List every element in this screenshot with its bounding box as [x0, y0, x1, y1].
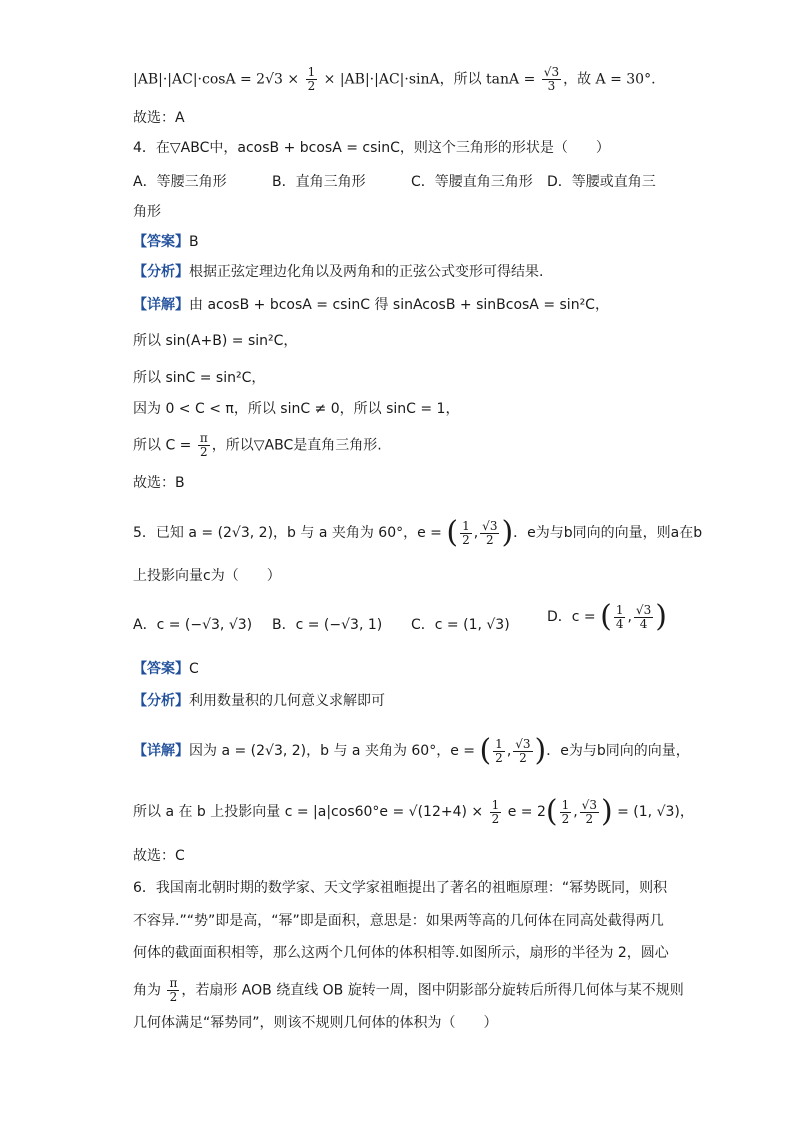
q4-detail-2: 所以 sin(A+B) = sin²C， [133, 333, 298, 349]
fraction-root3-over-3: $\frac{√3}{3}$ [543, 65, 560, 93]
q4-detail-4: 因为 0 < C < π，所以 sinC ≠ 0，所以 sinC = 1， [133, 401, 460, 417]
detail-tag: 【详解】 [133, 743, 189, 759]
q5-stem-line2: 上投影向量c为（ ） [133, 568, 281, 584]
q5-detail-1: 【详解】因为 a = (2√3, 2)，b 与 a 夹角为 60°，e = ( $\frac{1}{2}$ , $\frac{√3}{2}$ )．e为与b同向的向量， [133, 733, 690, 768]
q6-line-3: 何体的截面面积相等，那么这两个几何体的体积相等.如图所示，扇形的半径为 2，圆心 [133, 945, 669, 961]
fraction-half: $\frac{1}{2}$ [307, 65, 316, 93]
q4-option-c: C．等腰直角三角形 [411, 174, 533, 190]
q4-detail-5: 所以 C = $\frac{\pi}{2}$ ，所以▽ABC是直角三角形. [133, 431, 382, 459]
q4-detail-1: 【详解】由 acosB + bcosA = csinC 得 sinAcosB + sinBcosA = sin²C， [133, 297, 609, 313]
analysis-tag: 【分析】 [133, 264, 189, 280]
q6-line-1: 6．我国南北朝时期的数学家、天文学家祖暅提出了著名的祖暅原理：“幂势既同，则积 [133, 880, 668, 896]
q5-answer: 【答案】C [133, 661, 199, 677]
fraction-pi-over-2: $\frac{\pi}{2}$ [199, 431, 208, 459]
q5-option-a: A．c = (−√3, √3) [133, 617, 253, 633]
q6-line-2: 不容异.”“势”即是高，“幂”即是面积，意思是：如果两等高的几何体在同高处截得两几 [133, 913, 664, 929]
q4-detail-3: 所以 sinC = sin²C， [133, 370, 266, 386]
q4-option-b: B．直角三角形 [272, 174, 366, 190]
answer-tag: 【答案】 [133, 234, 189, 250]
q5-option-b: B．c = (−√3, 1) [272, 617, 383, 633]
q4-stem: 4．在▽ABC中，acosB + bcosA = csinC，则这个三角形的形状是（ ） [133, 140, 610, 156]
q4-answer: 【答案】B [133, 234, 199, 250]
q4-option-d-wrap: 角形 [133, 204, 161, 220]
q5-stem: 5．已知 a = (2√3, 2)，b 与 a 夹角为 60°，e = ( $\frac{1}{2}$ , $\frac{√3}{2}$ )．e为与b同向的向量，则a在b [133, 515, 703, 550]
answer-tag: 【答案】 [133, 661, 189, 677]
q4-analysis: 【分析】根据正弦定理边化角以及两角和的正弦公式变形可得结果. [133, 264, 544, 280]
q4-option-a: A．等腰三角形 [133, 174, 227, 190]
q6-line-5: 几何体满足“幂势同”，则该不规则几何体的体积为（ ） [133, 1015, 498, 1031]
analysis-tag: 【分析】 [133, 693, 189, 709]
prev-solution-equation: |AB|·|AC|·cosA = 2√3 × $\frac{1}{2}$ × |AB|·|AC|·sinA，所以 tanA = $\frac{√3}{3}$ ，故 A = 30°. [133, 65, 656, 93]
detail-tag: 【详解】 [133, 297, 189, 313]
q5-option-c: C．c = (1, √3) [411, 617, 510, 633]
fraction-pi-over-2: $\frac{\pi}{2}$ [169, 976, 178, 1004]
q4-option-d: D．等腰或直角三 [547, 174, 656, 190]
q5-detail-2: 所以 a 在 b 上投影向量 c = |a|cos60°e = √(12+4) × $\frac{1}{2}$ e = 2( $\frac{1}{2}$ , $\frac{√3}{2}$ ) = (1, √3)， [133, 794, 694, 829]
q4-choice: 故选：B [133, 475, 185, 491]
q5-option-d: D．c = ( $\frac{1}{4}$ , $\frac{√3}{4}$ ) [547, 599, 667, 634]
q5-choice: 故选：C [133, 848, 185, 864]
prev-solution-choice: 故选：A [133, 110, 185, 126]
q5-analysis: 【分析】利用数量积的几何意义求解即可 [133, 693, 385, 709]
q6-line-4: 角为 $\frac{\pi}{2}$ ，若扇形 AOB 绕直线 OB 旋转一周，图中阴影部分旋转后所得几何体与某不规则 [133, 976, 684, 1004]
